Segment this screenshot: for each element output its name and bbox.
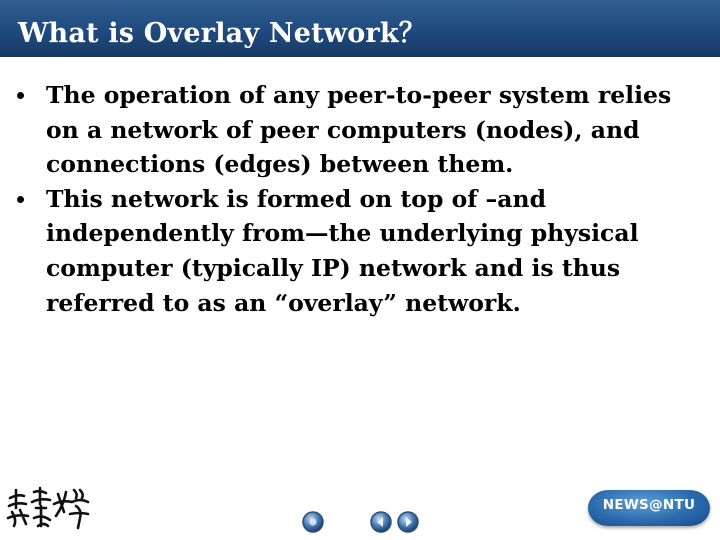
bullet-item [0,182,720,320]
bullet-text: This network is formed on top of –and independently from—the underlying physical computer (typically IP) network and is thus referred to as an “overlay” network. [46,184,639,317]
bullet-list [0,78,720,320]
news-logo-text: NEWS@NTU [602,497,696,513]
bullet-dot-icon [17,196,24,203]
news-ntu-logo [582,483,716,535]
bullet-item [0,78,720,182]
bullet-dot-icon [17,92,24,99]
title-bar [0,0,720,57]
home-icon[interactable] [301,510,325,534]
previous-icon[interactable] [369,510,393,534]
slide-title: What is Overlay Network？ [18,18,426,49]
next-icon[interactable] [396,510,420,534]
bullet-text: The operation of any peer-to-peer system relies on a network of peer computers (nodes), and connections (edges) between them. [46,81,672,179]
